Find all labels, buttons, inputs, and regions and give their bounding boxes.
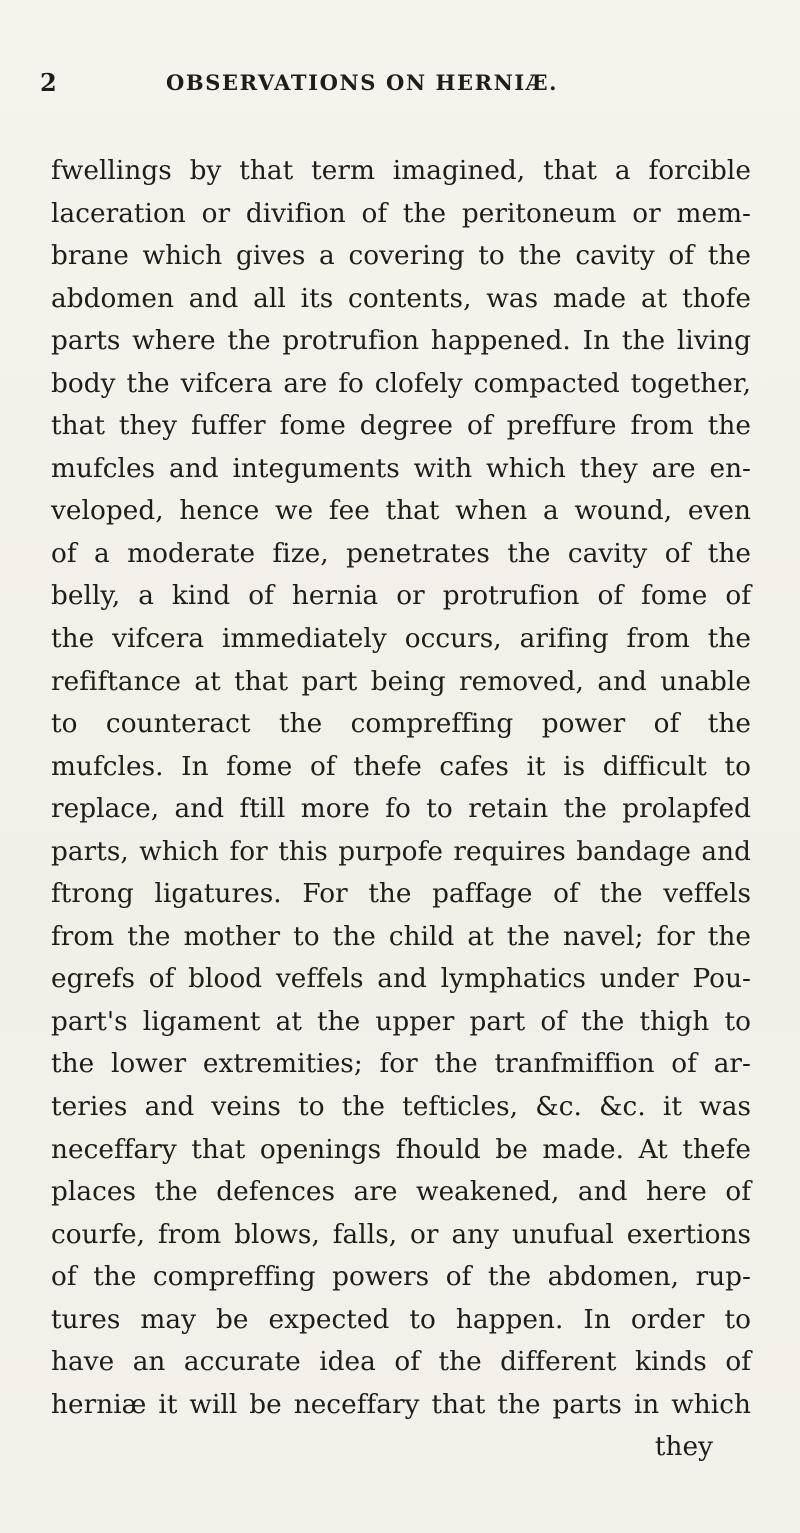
text-line: the vifcera immediately occurs, arifing from the <box>51 624 751 655</box>
text-line: tures may be expected to happen. In order to <box>51 1304 751 1335</box>
text-line: belly, a kind of hernia or protrufion of fome of <box>51 581 751 612</box>
text-line: refiftance at that part being removed, and unable <box>51 666 751 697</box>
text-line: places the defences are weakened, and here of <box>51 1177 751 1208</box>
text-line: neceffary that openings fhould be made. At thefe <box>51 1134 751 1165</box>
text-line: courfe, from blows, falls, or any unufual exertions <box>51 1219 751 1250</box>
text-line: teries and veins to the tefticles, &c. &c. it was <box>51 1092 751 1123</box>
running-head <box>40 68 760 102</box>
text-line: laceration or divifion of the peritoneum or mem- <box>51 198 751 229</box>
text-line: mufcles and integuments with which they are en- <box>51 453 751 484</box>
text-line: mufcles. In fome of thefe cafes it is difficult to <box>51 751 751 782</box>
text-line: from the mother to the child at the navel; for the <box>51 921 751 952</box>
text-line: have an accurate idea of the different kinds of <box>51 1347 751 1378</box>
text-line: body the vifcera are fo clofely compacted together, <box>51 368 751 399</box>
text-line: ftrong ligatures. For the paffage of the veffels <box>51 879 751 910</box>
text-line: fwellings by that term imagined, that a forcible <box>51 156 751 186</box>
text-line: brane which gives a covering to the cavity of the <box>51 241 751 272</box>
text-line: of a moderate fize, penetrates the cavity of the <box>51 538 751 569</box>
text-line: parts, which for this purpofe requires bandage and <box>51 836 751 867</box>
text-line: egrefs of blood veffels and lymphatics under Pou- <box>51 964 751 995</box>
text-line: replace, and ftill more fo to retain the prolapfed <box>51 794 751 825</box>
text-line: the lower extremities; for the tranfmiffion of ar- <box>51 1049 751 1080</box>
text-line: parts where the protrufion happened. In the living <box>51 326 751 357</box>
body-text <box>51 150 751 1469</box>
catchword: they <box>654 1432 713 1463</box>
running-title: OBSERVATIONS ON HERNIÆ. <box>166 70 559 95</box>
page-number: 2 <box>40 68 58 97</box>
text-line: herniæ it will be neceffary that the parts in which <box>51 1389 751 1420</box>
text-line: that they fuffer fome degree of preffure from the <box>51 411 751 442</box>
text-line: part's ligament at the upper part of the thigh to <box>51 1006 751 1037</box>
text-line: abdomen and all its contents, was made at thofe <box>51 283 751 314</box>
text-line: to counteract the compreffing power of the <box>51 709 751 740</box>
text-line: of the compreffing powers of the abdomen, rup- <box>51 1262 751 1293</box>
text-line: veloped, hence we fee that when a wound, even <box>51 496 751 527</box>
